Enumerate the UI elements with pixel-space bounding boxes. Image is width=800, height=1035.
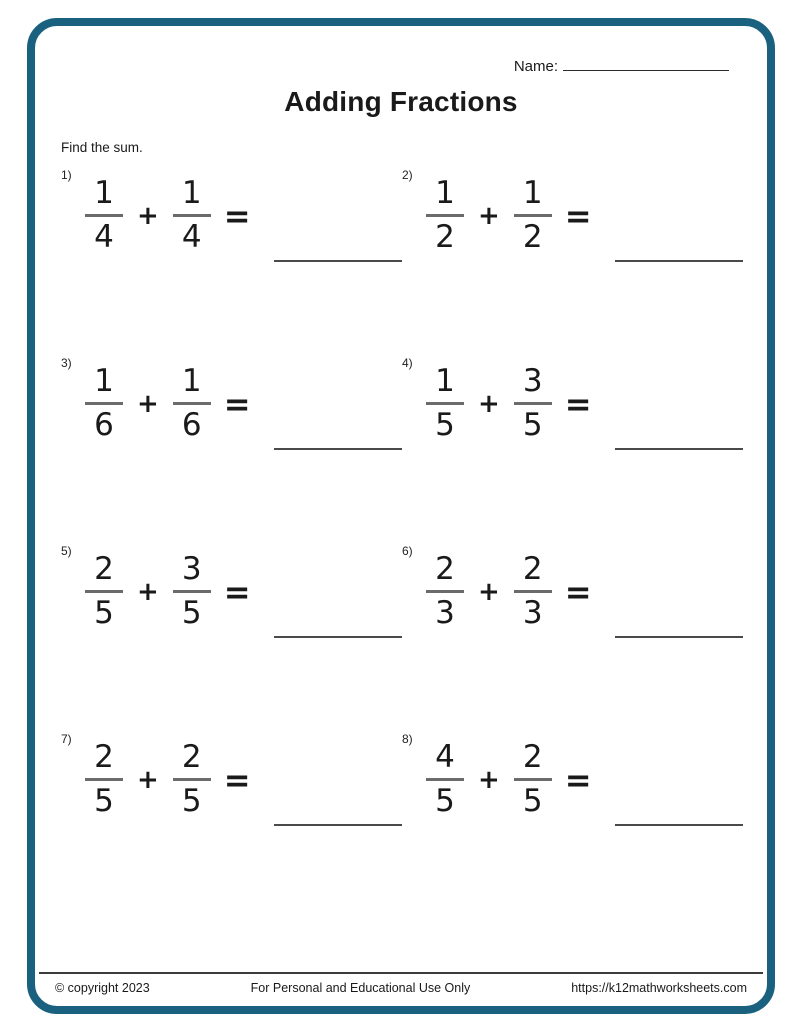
fraction-bar <box>173 214 211 217</box>
fraction <box>426 741 464 818</box>
denominator: 4 <box>181 219 202 255</box>
answer-blank[interactable] <box>274 824 402 826</box>
expression <box>85 553 402 630</box>
footer-copyright: © copyright 2023 <box>55 981 150 995</box>
answer-blank[interactable] <box>615 260 743 262</box>
fraction-bar <box>426 590 464 593</box>
equals-sign: = <box>564 196 592 235</box>
denominator: 5 <box>435 783 455 819</box>
numerator: 2 <box>435 551 455 587</box>
fraction <box>514 177 552 254</box>
answer-blank[interactable] <box>274 260 402 262</box>
fraction-bar <box>514 590 552 593</box>
equals-sign: = <box>564 572 592 611</box>
fraction-bar <box>85 214 123 217</box>
denominator: 5 <box>181 783 202 819</box>
answer-blank[interactable] <box>615 824 743 826</box>
fraction-bar <box>426 214 464 217</box>
plus-sign: + <box>478 388 500 419</box>
numerator: 2 <box>522 551 543 587</box>
fraction <box>514 741 552 818</box>
fraction <box>85 553 123 630</box>
equals-sign: = <box>223 384 251 423</box>
expression <box>426 553 743 630</box>
problem-5 <box>61 541 402 729</box>
problem-8 <box>402 729 743 917</box>
footer-usage-note: For Personal and Educational Use Only <box>250 981 471 995</box>
fraction <box>514 365 552 442</box>
fraction-bar <box>426 402 464 405</box>
plus-sign: + <box>137 576 159 607</box>
numerator: 2 <box>181 739 202 775</box>
equals-sign: = <box>564 760 592 799</box>
fraction-bar <box>514 214 552 217</box>
numerator: 1 <box>435 363 455 399</box>
problem-1 <box>61 165 402 353</box>
problem-4 <box>402 353 743 541</box>
denominator: 6 <box>181 407 202 443</box>
fraction-bar <box>514 778 552 781</box>
answer-blank[interactable] <box>615 448 743 450</box>
fraction <box>85 741 123 818</box>
numerator: 1 <box>94 363 114 399</box>
fraction <box>514 553 552 630</box>
expression <box>426 365 743 442</box>
problem-number: 8) <box>402 732 413 746</box>
plus-sign: + <box>137 388 159 419</box>
fraction-bar <box>173 402 211 405</box>
denominator: 5 <box>94 783 114 819</box>
problem-number: 7) <box>61 732 72 746</box>
fraction-bar <box>85 402 123 405</box>
numerator: 1 <box>522 175 543 211</box>
numerator: 2 <box>94 739 114 775</box>
problem-number: 5) <box>61 544 72 558</box>
equals-sign: = <box>223 760 251 799</box>
problem-number: 1) <box>61 168 72 182</box>
numerator: 2 <box>94 551 114 587</box>
problem-number: 6) <box>402 544 413 558</box>
denominator: 5 <box>522 783 543 819</box>
plus-sign: + <box>137 200 159 231</box>
numerator: 1 <box>435 175 455 211</box>
fraction <box>173 177 211 254</box>
fraction <box>426 177 464 254</box>
footer <box>39 972 763 995</box>
name-row <box>35 58 729 75</box>
fraction <box>173 741 211 818</box>
fraction <box>173 553 211 630</box>
page-title: Adding Fractions <box>284 86 518 117</box>
answer-blank[interactable] <box>274 636 402 638</box>
numerator: 1 <box>94 175 114 211</box>
problem-6 <box>402 541 743 729</box>
numerator: 1 <box>181 175 202 211</box>
fraction <box>85 365 123 442</box>
worksheet-page <box>27 18 775 1014</box>
numerator: 4 <box>435 739 455 775</box>
fraction <box>426 365 464 442</box>
numerator: 2 <box>522 739 543 775</box>
problem-7 <box>61 729 402 917</box>
numerator: 1 <box>181 363 202 399</box>
plus-sign: + <box>137 764 159 795</box>
name-blank-line[interactable] <box>563 58 729 71</box>
plus-sign: + <box>478 200 500 231</box>
expression <box>85 177 402 254</box>
problem-number: 3) <box>61 356 72 370</box>
numerator: 3 <box>522 363 543 399</box>
answer-blank[interactable] <box>274 448 402 450</box>
answer-blank[interactable] <box>615 636 743 638</box>
denominator: 5 <box>522 407 543 443</box>
denominator: 3 <box>522 595 543 631</box>
equals-sign: = <box>223 572 251 611</box>
denominator: 2 <box>522 219 543 255</box>
name-label: Name: <box>513 58 558 75</box>
plus-sign: + <box>478 576 500 607</box>
fraction <box>173 365 211 442</box>
equals-sign: = <box>564 384 592 423</box>
problem-number: 4) <box>402 356 413 370</box>
fraction-bar <box>85 590 123 593</box>
fraction-bar <box>173 590 211 593</box>
equals-sign: = <box>223 196 251 235</box>
denominator: 4 <box>94 219 114 255</box>
instruction-text: Find the sum. <box>61 140 143 155</box>
denominator: 5 <box>435 407 455 443</box>
problems-grid <box>61 165 743 917</box>
numerator: 3 <box>181 551 202 587</box>
denominator: 2 <box>435 219 455 255</box>
denominator: 3 <box>435 595 455 631</box>
fraction-bar <box>173 778 211 781</box>
expression <box>426 177 743 254</box>
plus-sign: + <box>478 764 500 795</box>
fraction <box>426 553 464 630</box>
expression <box>85 365 402 442</box>
problem-2 <box>402 165 743 353</box>
denominator: 6 <box>94 407 114 443</box>
fraction-bar <box>426 778 464 781</box>
fraction-bar <box>85 778 123 781</box>
footer-url[interactable]: https://k12mathworksheets.com <box>571 981 747 995</box>
expression <box>426 741 743 818</box>
fraction-bar <box>514 402 552 405</box>
fraction <box>85 177 123 254</box>
expression <box>85 741 402 818</box>
denominator: 5 <box>181 595 202 631</box>
denominator: 5 <box>94 595 114 631</box>
problem-number: 2) <box>402 168 413 182</box>
problem-3 <box>61 353 402 541</box>
